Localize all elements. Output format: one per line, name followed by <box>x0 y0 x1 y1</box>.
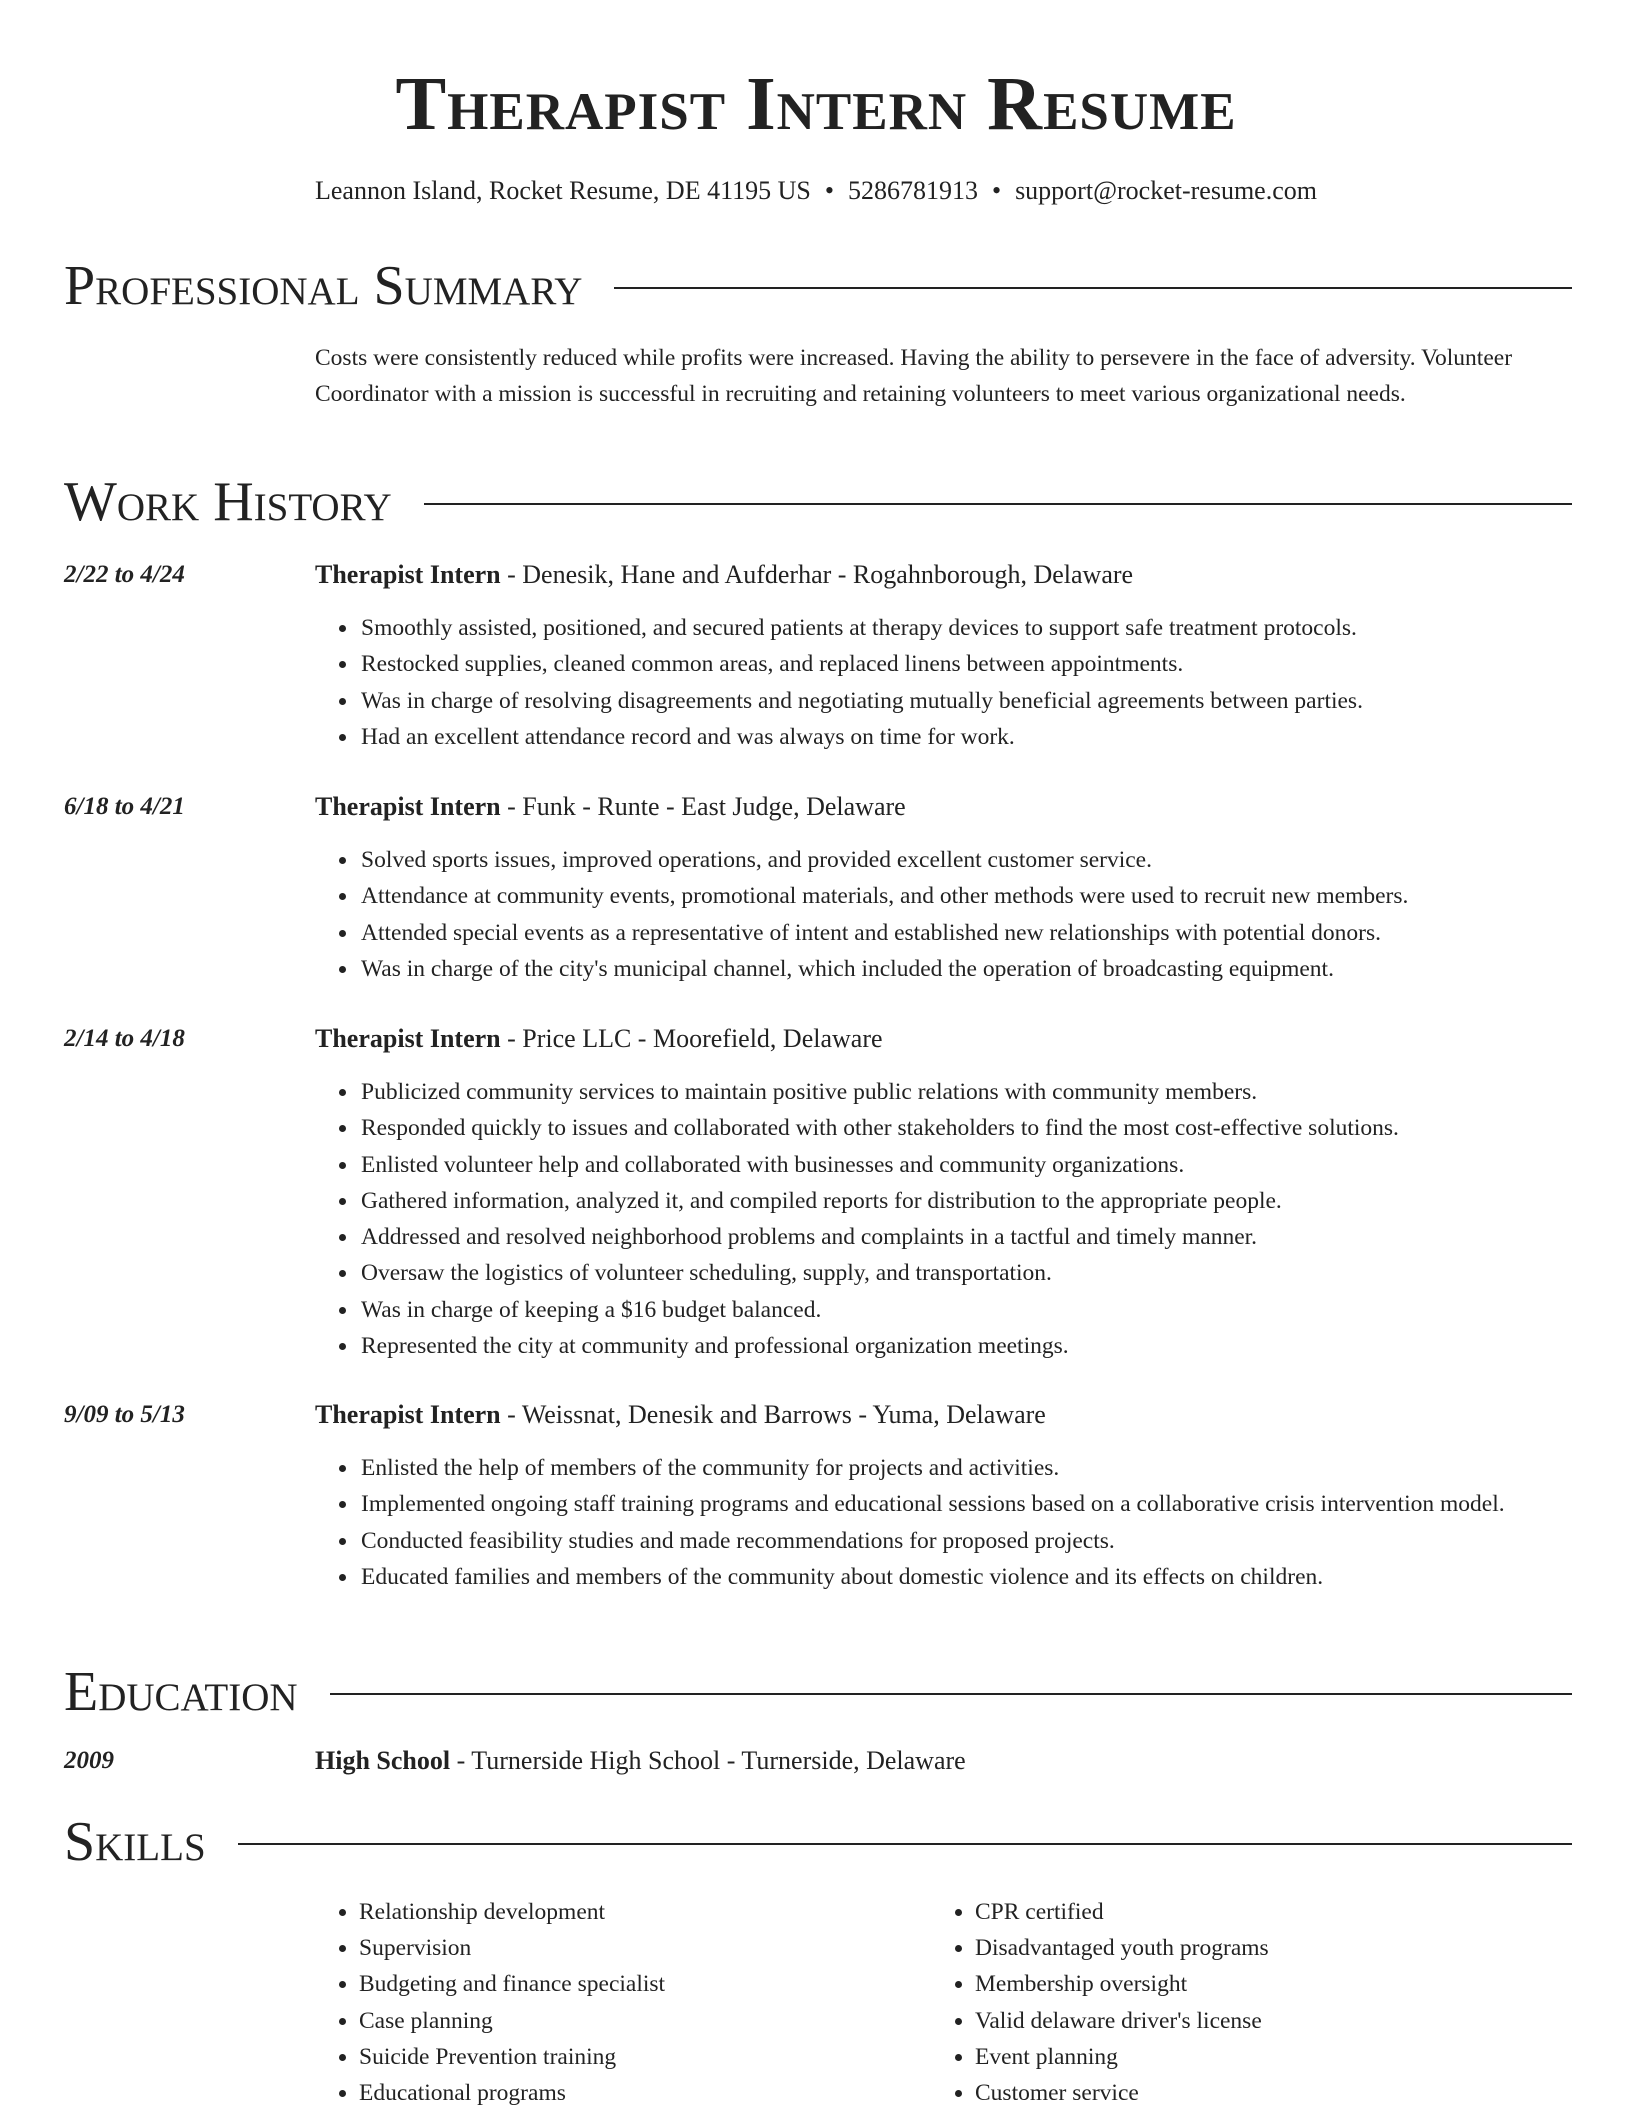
section-divider <box>238 1843 1572 1845</box>
work-bullets <box>359 1450 1579 1595</box>
list-item: • Implemented ongoing staff training programs and educational sessions based on a collaborative crisis intervention model. <box>359 1486 1579 1522</box>
skill-item: • Supervision <box>359 1930 919 1966</box>
section-divider <box>424 503 1572 505</box>
contact-email: support@rocket-resume.com <box>1015 176 1317 205</box>
skills-list-left <box>359 1894 919 2111</box>
list-item: • Was in charge of resolving disagreements and negotiating mutually beneficial agreements between parties. <box>359 683 1579 719</box>
education-year: 2009 <box>64 1747 114 1774</box>
job-title: Therapist Intern <box>315 1024 501 1053</box>
list-item: • Was in charge of keeping a $16 budget balanced. <box>359 1292 1579 1328</box>
list-item: • Publicized community services to maintain positive public relations with community members. <box>359 1074 1579 1110</box>
work-bullets <box>359 1074 1579 1364</box>
job-details: - Price LLC - Moorefield, Delaware <box>500 1024 883 1053</box>
section-title: Work History <box>64 471 392 533</box>
section-education <box>64 1660 1572 1724</box>
list-item: • Was in charge of the city's municipal channel, which included the operation of broadcasting equipment. <box>359 951 1579 987</box>
work-dates: 2/22 to 4/24 <box>64 561 185 588</box>
list-item: • Enlisted the help of members of the community for projects and activities. <box>359 1450 1579 1486</box>
section-title: Education <box>64 1661 298 1723</box>
work-bullets <box>359 842 1579 987</box>
list-item: • Educated families and members of the community about domestic violence and its effects on children. <box>359 1559 1579 1595</box>
skill-item: • Membership oversight <box>975 1966 1535 2002</box>
skills-list-right <box>975 1894 1535 2111</box>
contact-phone: 5286781913 <box>847 176 978 205</box>
list-item: • Restocked supplies, cleaned common areas, and replaced linens between appointments. <box>359 646 1579 682</box>
section-title: Skills <box>64 1811 206 1873</box>
contact-separator: • <box>991 176 1002 205</box>
work-dates: 6/18 to 4/21 <box>64 793 185 820</box>
list-item: • Represented the city at community and professional organization meetings. <box>359 1328 1579 1364</box>
list-item: • Addressed and resolved neighborhood problems and complaints in a tactful and timely manner. <box>359 1219 1579 1255</box>
contact-line <box>0 174 1632 208</box>
summary-text: Costs were consistently reduced while profits were increased. Having the ability to persevere in the face of adversity. Volunteer Coordinator with a mission is successful in recruiting and retaining volunteers to meet various organizational needs. <box>315 345 1513 407</box>
list-item: • Solved sports issues, improved operations, and provided excellent customer service. <box>359 842 1579 878</box>
section-professional-summary <box>64 254 1572 318</box>
degree: High School <box>315 1746 451 1775</box>
contact-address: Leannon Island, Rocket Resume, DE 41195 US <box>315 176 811 205</box>
section-divider <box>614 287 1572 289</box>
list-item: • Smoothly assisted, positioned, and secured patients at therapy devices to support safe treatment protocols. <box>359 610 1579 646</box>
list-item: • Responded quickly to issues and collaborated with other stakeholders to find the most cost-effective solutions. <box>359 1110 1579 1146</box>
work-heading <box>315 790 906 824</box>
job-details: - Denesik, Hane and Aufderhar - Rogahnborough, Delaware <box>500 560 1134 589</box>
section-work-history <box>64 470 1572 534</box>
job-details: - Weissnat, Denesik and Barrows - Yuma, Delaware <box>500 1400 1046 1429</box>
work-heading <box>315 1398 1046 1432</box>
job-title: Therapist Intern <box>315 792 501 821</box>
work-bullets <box>359 610 1579 755</box>
list-item: • Attendance at community events, promotional materials, and other methods were used to recruit new members. <box>359 878 1579 914</box>
school-details: - Turnerside High School - Turnerside, Delaware <box>450 1746 966 1775</box>
skill-item: • Disadvantaged youth programs <box>975 1930 1535 1966</box>
skill-item: • Case planning <box>359 2003 919 2039</box>
skill-item: • Budgeting and finance specialist <box>359 1966 919 2002</box>
contact-separator: • <box>824 176 834 205</box>
education-heading <box>315 1744 966 1778</box>
section-title: Professional Summary <box>64 255 583 317</box>
work-dates: 2/14 to 4/18 <box>64 1025 185 1052</box>
skill-item: • Valid delaware driver's license <box>975 2003 1535 2039</box>
work-heading <box>315 558 1133 592</box>
job-title: Therapist Intern <box>315 1400 501 1429</box>
list-item: • Enlisted volunteer help and collaborated with businesses and community organizations. <box>359 1147 1579 1183</box>
skill-item: • Suicide Prevention training <box>359 2039 919 2075</box>
skill-item: • Customer service <box>975 2075 1535 2111</box>
work-dates: 9/09 to 5/13 <box>64 1401 185 1428</box>
skill-item: • Relationship development <box>359 1894 919 1930</box>
list-item: • Oversaw the logistics of volunteer scheduling, supply, and transportation. <box>359 1255 1579 1291</box>
list-item: • Had an excellent attendance record and was always on time for work. <box>359 719 1579 755</box>
section-skills <box>64 1810 1572 1874</box>
skill-item: • Event planning <box>975 2039 1535 2075</box>
list-item: • Attended special events as a representative of intent and established new relationships with potential donors. <box>359 915 1579 951</box>
list-item: • Gathered information, analyzed it, and compiled reports for distribution to the appropriate people. <box>359 1183 1579 1219</box>
job-title: Therapist Intern <box>315 560 501 589</box>
skill-item: • Educational programs <box>359 2075 919 2111</box>
resume-title: Therapist Intern Resume <box>395 62 1237 146</box>
skill-item: • CPR certified <box>975 1894 1535 1930</box>
job-details: - Funk - Runte - East Judge, Delaware <box>500 792 906 821</box>
work-heading <box>315 1022 883 1056</box>
section-divider <box>330 1693 1572 1695</box>
list-item: • Conducted feasibility studies and made recommendations for proposed projects. <box>359 1523 1579 1559</box>
